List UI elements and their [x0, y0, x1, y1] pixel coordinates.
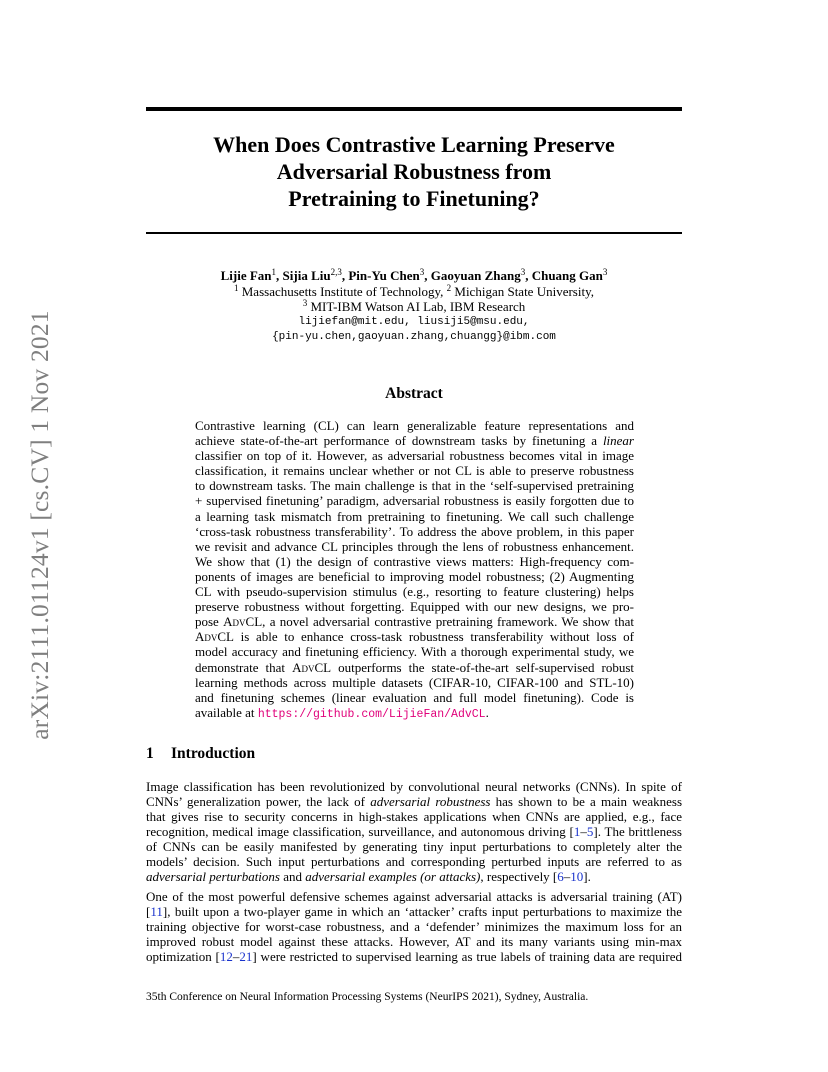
author-affil-mark: 1 [271, 267, 277, 277]
abstract-line: We show that (1) the design of contrastive views matters: High-frequency com- [195, 553, 634, 569]
abstract-line: to downstream tasks. The main challenge is that in the ‘self-supervised pretraining [195, 478, 634, 494]
abstract-body [195, 418, 634, 722]
affiliation: Massachusetts Institute of Technology, [238, 283, 447, 299]
intro-paragraph-2 [146, 890, 682, 965]
abstract-line: CL with pseudo-supervision stimulus (e.g., resorting to feature clustering) helps [195, 584, 634, 600]
abstract-line: classification, it remains unclear whether or not CL is able to preserve robustness [195, 463, 634, 479]
body-line: training objective for worst-case robustness, and a ‘defender’ minimizes the maximum loss for an [146, 918, 682, 934]
abstract-line: we revisit and advance CL principles through the lens of robustness enhancement. [195, 538, 634, 554]
abstract-line: demonstrate that AdvCL outperforms the state-of-the-art self-supervised robust [195, 659, 634, 675]
code-link[interactable]: https://github.com/LijieFan/AdvCL [257, 707, 486, 721]
body-line: Image classification has been revolutionized by convolutional neural networks (CNNs). In spite of [146, 779, 682, 794]
abstract-line: ‘cross-task robustness transferability’. To address the above problem, in this paper [195, 523, 634, 539]
author-name: Pin-Yu Chen [348, 268, 420, 283]
conference-footnote: 35th Conference on Neural Information Processing Systems (NeurIPS 2021), Sydney, Australia. [146, 991, 589, 1003]
method-name: AdvCL [292, 659, 332, 675]
body-line: One of the most powerful defensive schemes against adversarial attacks is adversarial training (AT) [146, 889, 682, 904]
intro-paragraph-1 [146, 780, 682, 885]
abstract-line: and finetuning schemes (linear evaluation and full model finetuning). Code is [195, 689, 634, 705]
abstract-line: + supervised finetuning’ paradigm, adversarial robustness is easily forgotten due to [195, 493, 634, 509]
abstract-line: a learning task mismatch from pretraining to finetuning. We call such challenge [195, 508, 634, 524]
author-affil-mark: 2,3 [330, 267, 342, 277]
author-separator: , [424, 268, 431, 283]
body-line: of CNNs can be easily manifested by generating tiny input perturbations to completely alter the [146, 838, 682, 854]
abstract-line: preserve robustness without forgetting. Equipped with our new designs, we pro- [195, 599, 634, 615]
body-line: CNNs’ generalization power, the lack of adversarial robustness has shown to be a main weakness [146, 793, 683, 809]
email-line: lijiefan@mit.edu, liusiji5@msu.edu, [298, 315, 530, 328]
abstract-line: pose AdvCL, a novel adversarial contrastive pretraining framework. We show that [195, 614, 634, 630]
abstract-line: classifier on top of it. However, as adversarial robustness becomes vital in image [195, 448, 634, 464]
citation-link[interactable]: 12 [219, 948, 233, 964]
title-line: Adversarial Robustness from [276, 159, 552, 184]
abstract-line: AdvCL is able to enhance cross-task robustness transferability without loss of [195, 629, 634, 645]
citation-link[interactable]: 11 [150, 903, 163, 919]
author-affil-mark: 3 [602, 267, 608, 277]
abstract-heading: Abstract [385, 385, 443, 402]
abstract-line: model accuracy and finetuning efficiency. With a thorough experimental study, we [195, 644, 634, 660]
method-name: AdvCL [223, 614, 263, 630]
body-line: that gives rise to security concerns in high-stakes applications when CNNs are applied, e.g., face [146, 808, 682, 824]
title-line: When Does Contrastive Learning Preserve [213, 132, 615, 157]
citation-link[interactable]: 10 [570, 868, 584, 884]
section-number: 1 [146, 745, 154, 762]
affil-mark: 2 [446, 282, 452, 293]
citation-link[interactable]: 5 [586, 823, 594, 839]
affiliation: Michigan State University, [451, 283, 594, 299]
affil-mark: 1 [234, 282, 239, 293]
author-name: Sijia Liu [282, 268, 331, 283]
author-name: Lijie Fan [220, 268, 272, 283]
title-line: Pretraining to Finetuning? [288, 186, 540, 211]
author-names [146, 268, 682, 284]
abstract-line: achieve state-of-the-art performance of downstream tasks by finetuning a linear [195, 433, 634, 449]
author-block [146, 268, 682, 345]
citation-link[interactable]: 21 [239, 948, 253, 964]
author-separator: , [276, 268, 283, 283]
method-name: AdvCL [195, 629, 234, 645]
body-line: improved robust model against these attacks. However, AT and its many variants using min-max [146, 933, 682, 949]
affiliation: MIT-IBM Watson AI Lab, IBM Research [307, 299, 526, 314]
body-line: models’ decision. Such input perturbations and corresponding perturbed inputs are referred to as [146, 853, 682, 869]
affil-mark: 3 [302, 298, 308, 308]
abstract-line: ponents of images are beneficial to improving model robustness; (2) Augmenting [195, 568, 634, 584]
email-line: {pin-yu.chen,gaoyuan.zhang,chuangg}@ibm.com [272, 330, 556, 343]
paper-title [146, 131, 682, 212]
body-line: adversarial perturbations and adversarial examples (or attacks), respectively [6–10]. [146, 868, 591, 884]
arxiv-identifier: arXiv:2111.01124v1 [cs.CV] 1 Nov 2021 [25, 310, 54, 740]
citation-link[interactable]: 6 [557, 868, 564, 884]
abstract-line: available at https://github.com/LijieFan/AdvCL. [195, 704, 489, 721]
section-heading [146, 745, 255, 763]
author-separator: , [341, 268, 349, 283]
body-line: optimization [12–21] were restricted to supervised learning as true labels of training data are required [146, 948, 682, 964]
body-line: [11], built upon a two-player game in which an ‘attacker’ crafts input perturbations to maximize the [146, 903, 682, 919]
author-name: Chuang Gan [531, 268, 603, 283]
abstract-line: learning methods across multiple datasets (CIFAR-10, CIFAR-100 and STL-10) [195, 674, 634, 690]
abstract-line: Contrastive learning (CL) can learn generalizable feature representations and [195, 418, 634, 433]
title-top-rule [146, 107, 682, 111]
author-affil-mark: 3 [419, 267, 425, 277]
title-bottom-rule [146, 232, 682, 234]
citation-link[interactable]: 1 [573, 823, 581, 839]
author-separator: , [525, 268, 532, 283]
author-affil-mark: 3 [520, 267, 526, 277]
affiliation-line [146, 284, 682, 300]
section-title: Introduction [171, 745, 256, 762]
author-name: Gaoyuan Zhang [430, 268, 521, 283]
affiliation-line [146, 299, 682, 315]
body-line: recognition, medical image classification, surveillance, and autonomous driving [1–5]. The brittleness [146, 823, 682, 839]
